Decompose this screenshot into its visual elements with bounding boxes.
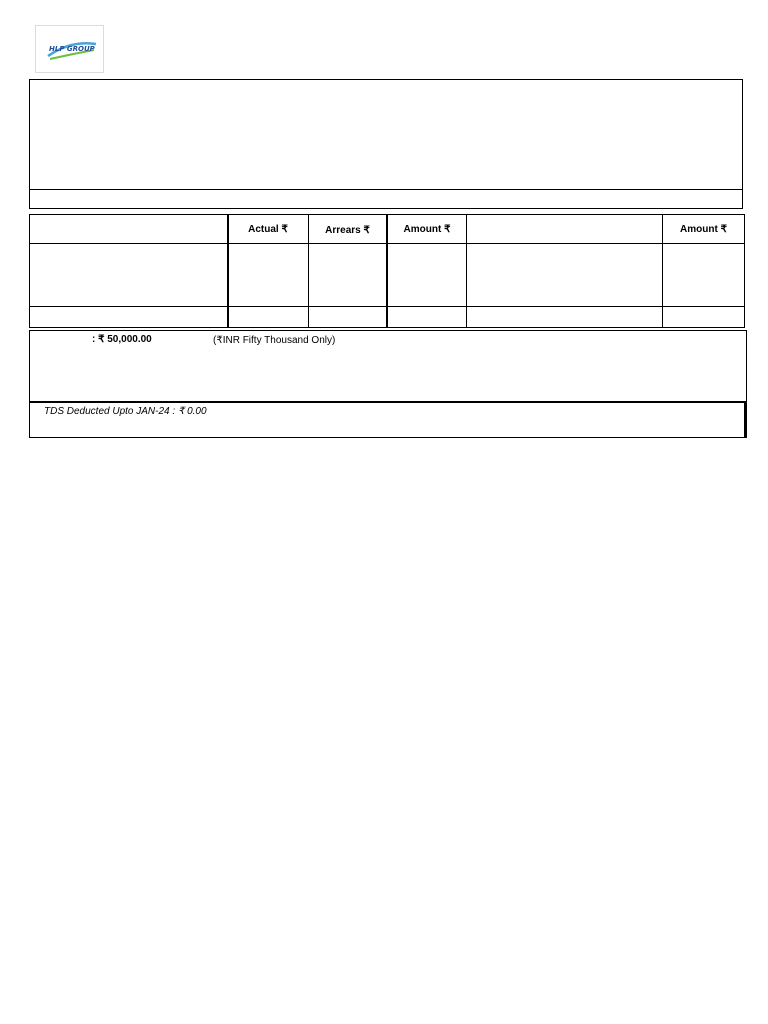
hlp-group-logo-icon [36, 26, 105, 74]
table-col-divider [466, 215, 467, 327]
earnings-deductions-table [29, 214, 745, 328]
employee-details-box [29, 79, 743, 209]
amount-column-header: Amount ₹ [403, 223, 451, 235]
company-logo [35, 25, 104, 73]
net-pay-in-words: (₹INR Fifty Thousand Only) [213, 335, 336, 346]
arrears-column-header: Arrears ₹ [325, 224, 370, 236]
tds-deducted-text: TDS Deducted Upto JAN-24 : ₹ 0.00 [44, 406, 207, 417]
tds-box [30, 401, 746, 437]
deductions-amount-column-header: Amount ₹ [680, 223, 727, 235]
net-pay-amount: : ₹ 50,000.00 [92, 334, 152, 345]
header-divider [30, 189, 742, 190]
net-pay-box [29, 330, 747, 438]
actual-column-header: Actual ₹ [248, 223, 288, 235]
logo-text: HLP GROUP [49, 45, 95, 53]
